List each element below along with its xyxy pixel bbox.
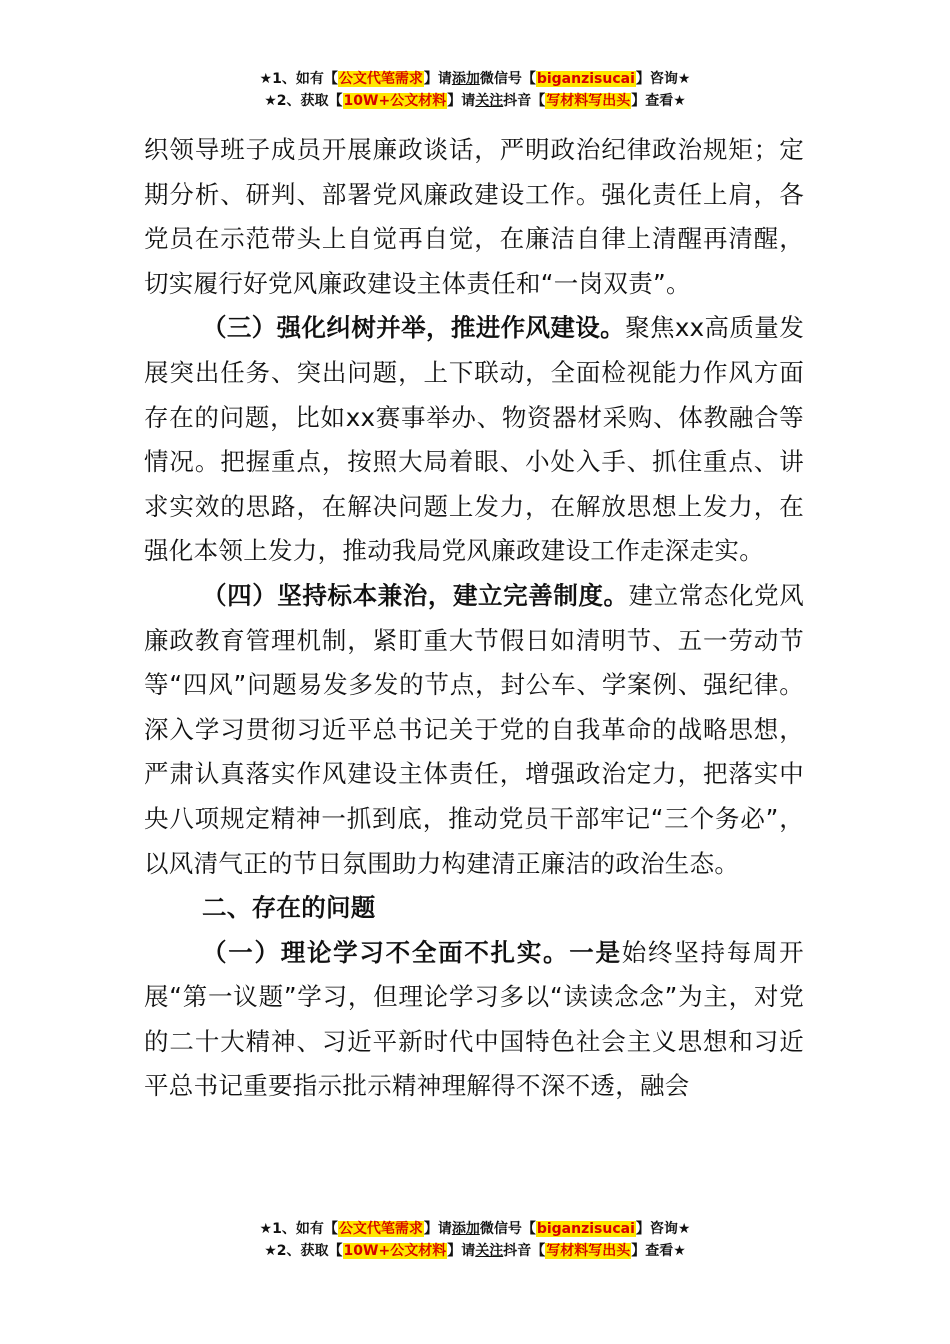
promo-text: 微信号【 xyxy=(479,71,536,87)
star-icon: ★ xyxy=(264,1243,277,1259)
promo-text: 】咨询★ xyxy=(635,1221,691,1237)
promo-text: 】请 xyxy=(423,71,452,87)
document-body xyxy=(144,128,804,1109)
promo-line-2 xyxy=(0,1240,950,1262)
promo-text: 抖音【 xyxy=(503,1243,546,1259)
star-icon: ★ xyxy=(259,71,273,87)
promo-text: 】查看★ xyxy=(631,1243,686,1259)
promo-highlight: 公文代笔需求 xyxy=(338,71,423,87)
promo-text: 2、获取【 xyxy=(276,93,343,109)
wechat-id-highlight: biganzisucai xyxy=(536,71,635,87)
paragraph-issue-1 xyxy=(144,931,804,1109)
paragraph-text: 始终坚持每周开展“第一议题”学习，但理论学习多以“读读念念”为主，对党的二十大精神、习近平新时代中国特色社会主义思想和习近平总书记重要指示批示精神理解得不深不透，融会 xyxy=(144,937,804,1101)
paragraph-continued: 织领导班子成员开展廉政谈话，严明政治纪律政治规矩；定期分析、研判、部署党风廉政建设工作。强化责任上肩，各党员在示范带头上自觉再自觉，在廉洁自律上清醒再清醒，切实履行好党风廉政建设主体责任和“一岗双责”。 xyxy=(144,135,804,298)
promo-highlight: 10W+公文材料 xyxy=(343,93,447,109)
promo-line-1 xyxy=(0,1218,950,1240)
promo-text: 微信号【 xyxy=(479,1221,536,1237)
promo-underlined-text: 关注 xyxy=(475,1243,504,1259)
paragraph-text: 建立常态化党风廉政教育管理机制，紧盯重大节假日如清明节、五一劳动节等“四风”问题易发多发的节点，封公车、学案例、强纪律。深入学习贯彻习近平总书记关于党的自我革命的战略思想，严肃认真落实作风建设主体责任，增强政治定力，把落实中央八项规定精神一抓到底，推动党员干部牢记“三个务必”，以风清气正的节日氛围助力构建清正廉洁的政治生态。 xyxy=(144,580,804,878)
douyin-account-highlight: 写材料写出头 xyxy=(546,1243,631,1259)
section-heading: （四）坚持标本兼治，建立完善制度。 xyxy=(202,580,629,610)
promo-text: 】请 xyxy=(447,1243,476,1259)
paragraph-section-3 xyxy=(144,306,804,574)
footer-promo-banner xyxy=(0,1218,950,1262)
promo-text: 】请 xyxy=(423,1221,452,1237)
promo-text: 2、获取【 xyxy=(276,1243,343,1259)
header-promo-banner xyxy=(0,68,950,112)
promo-text: 】咨询★ xyxy=(635,71,691,87)
promo-underlined-text: 关注 xyxy=(475,93,504,109)
promo-underlined-text: 添加 xyxy=(451,1221,480,1237)
section-heading: （三）强化纠树并举，推进作风建设。 xyxy=(202,313,626,343)
paragraph-section-4 xyxy=(144,574,804,886)
promo-line-2 xyxy=(0,90,950,112)
star-icon: ★ xyxy=(259,1221,273,1237)
chapter-heading: 二、存在的问题 xyxy=(202,893,376,923)
promo-text: 1、如有【 xyxy=(272,1221,338,1237)
douyin-account-highlight: 写材料写出头 xyxy=(546,93,631,109)
promo-line-1 xyxy=(0,68,950,90)
promo-text: 1、如有【 xyxy=(272,71,338,87)
section-heading: （一）理论学习不全面不扎实。一是 xyxy=(202,937,622,967)
promo-text: 】查看★ xyxy=(631,93,686,109)
promo-highlight: 10W+公文材料 xyxy=(343,1243,447,1259)
promo-text: 抖音【 xyxy=(503,93,546,109)
promo-text: 】请 xyxy=(447,93,476,109)
star-icon: ★ xyxy=(264,93,277,109)
promo-underlined-text: 添加 xyxy=(451,71,480,87)
promo-highlight: 公文代笔需求 xyxy=(338,1221,423,1237)
wechat-id-highlight: biganzisucai xyxy=(536,1221,635,1237)
paragraph-text: 聚焦xx高质量发展突出任务、突出问题，上下联动，全面检视能力作风方面存在的问题，比如xx赛事举办、物资器材采购、体教融合等情况。把握重点，按照大局着眼、小处入手、抓住重点、讲求实效的思路，在解决问题上发力，在解放思想上发力，在强化本领上发力，推动我局党风廉政建设工作走深走实。 xyxy=(144,313,804,566)
